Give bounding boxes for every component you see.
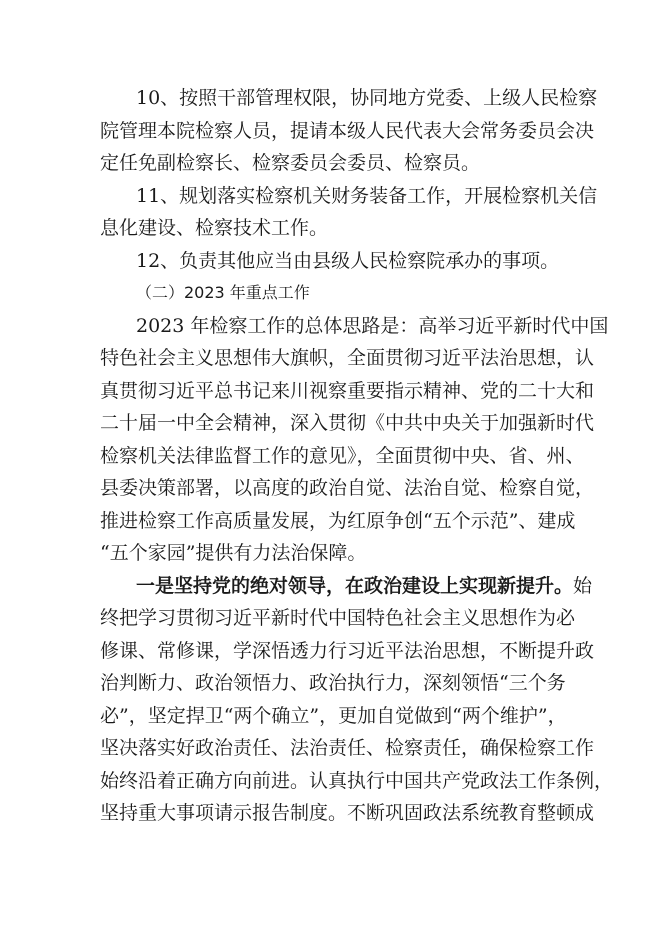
point1-line1-rest: 始 — [573, 575, 593, 597]
point1-line4: 治判断力、政治领悟力、政治执行力，深刻领悟“三个务 — [100, 672, 566, 694]
section-heading: （二）2023 年重点工作 — [136, 283, 310, 302]
overview-line2: 特色社会主义思想伟大旗帜，全面贯彻习近平法治思想，认 — [100, 347, 595, 369]
point1-line8: 坚持重大事项请示报告制度。不断巩固政法系统教育整顿成 — [100, 802, 595, 824]
item11-line2: 息化建设、检察技术工作。 — [100, 217, 329, 239]
overview-line5: 检察机关法律监督工作的意见》，全面贯彻中央、省、州、 — [100, 445, 585, 467]
point1-line3: 修课、常修课，学深悟透力行习近平法治思想，不断提升政 — [100, 640, 595, 662]
overview-line7: 推进检察工作高质量发展，为红原争创“五个示范”、建成 — [100, 510, 576, 532]
point1-bold-lead: 一是坚持党的绝对领导，在政治建设上实现新提升。 — [136, 575, 574, 597]
overview-line4: 二十届一中全会精神，深入贯彻《中共中央关于加强新时代 — [100, 412, 595, 434]
overview-line6: 县委决策部署，以高度的政治自觉、法治自觉、检察自觉， — [100, 477, 595, 499]
point1-line7: 始终沿着正确方向前进。认真执行中国共产党政法工作条例， — [100, 770, 614, 792]
point1-line2: 终把学习贯彻习近平新时代中国特色社会主义思想作为必 — [100, 607, 576, 629]
overview-line3: 真贯彻习近平总书记来川视察重要指示精神、党的二十大和 — [100, 380, 595, 402]
item11-line1: 11、规划落实检察机关财务装备工作，开展检察机关信 — [136, 185, 598, 207]
point1-line1 — [136, 574, 592, 598]
item12-line1: 12、负责其他应当由县级人民检察院承办的事项。 — [136, 250, 560, 272]
overview-line1: 2023 年检察工作的总体思路是：高举习近平新时代中国 — [136, 315, 609, 337]
point1-line6: 坚决落实好政治责任、法治责任、检察责任，确保检察工作 — [100, 737, 595, 759]
item10-line3: 定任免副检察长、检察委员会委员、检察员。 — [100, 152, 481, 174]
point1-line5: 必”，坚定捍卫“两个确立”，更加自觉做到“两个维护”， — [100, 705, 567, 727]
overview-line8: “五个家园”提供有力法治保障。 — [100, 542, 367, 564]
item10-line1: 10、按照干部管理权限，协同地方党委、上级人民检察 — [136, 87, 598, 109]
item10-line2: 院管理本院检察人员，提请本级人民代表大会常务委员会决 — [100, 120, 595, 142]
